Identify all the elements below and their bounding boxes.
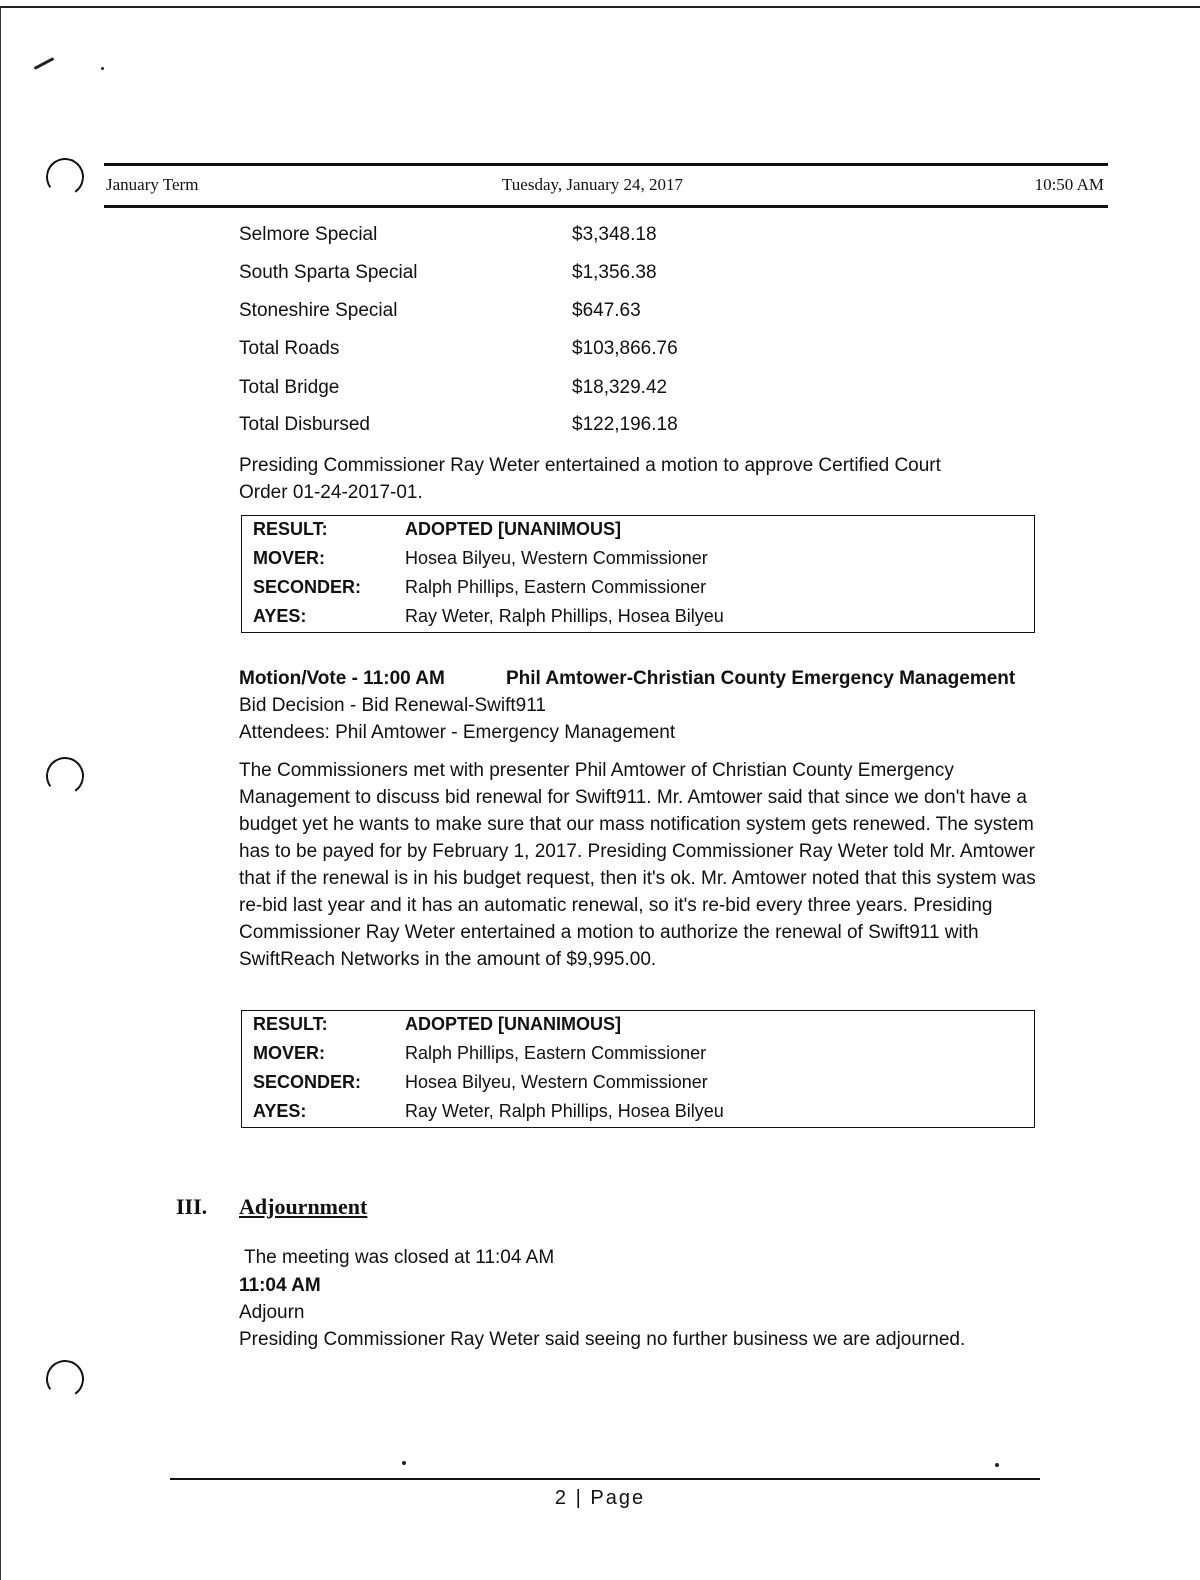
discussion-paragraph: The Commissioners met with presenter Phil Amtower of Christian County Emergency Management to discuss bid renewal for Swift911. Mr. Amtower said that since we don't have a budget yet he wants to make sure that our mass notification system gets renewed. The system has to be payed for by February 1, 2017. Presiding Commissioner Ray Weter told Mr. Amtower that if the renewal is in his budget request, then it's ok. Mr. Amtower noted that this system was re-bid last year and it has an automatic renewal, so it's re-bid every three years. Presiding Commissioner Ray Weter entertained a motion to authorize the renewal of Swift911 with SwiftReach Networks in the amount of $9,995.00. bbox=[239, 760, 1036, 970]
disbursement-value: $647.63 bbox=[572, 300, 641, 321]
disbursement-label: Total Bridge bbox=[239, 377, 340, 398]
vote-key: MOVER: bbox=[253, 1043, 325, 1063]
vote-value: Hosea Bilyeu, Western Commissioner bbox=[405, 1072, 708, 1092]
motion-heading-time: Motion/Vote - 11:00 AM bbox=[239, 668, 445, 689]
adjourn-statement: Presiding Commissioner Ray Weter said seeing no further business we are adjourned. bbox=[239, 1329, 966, 1350]
vote-row bbox=[242, 1069, 1034, 1098]
adjourn-time: 11:04 AM bbox=[239, 1275, 321, 1296]
vote-key: AYES: bbox=[253, 1101, 307, 1121]
section-title: Adjournment bbox=[239, 1194, 368, 1219]
vote-value: Hosea Bilyeu, Western Commissioner bbox=[405, 548, 708, 568]
disbursement-label: South Sparta Special bbox=[239, 262, 418, 283]
disbursement-value: $3,348.18 bbox=[572, 224, 657, 245]
scan-speck bbox=[402, 1461, 406, 1465]
motion-text-line: Order 01-24-2017-01. bbox=[239, 482, 423, 503]
disbursement-value: $103,866.76 bbox=[572, 338, 678, 359]
disbursement-value: $1,356.38 bbox=[572, 262, 657, 283]
disbursement-label: Total Roads bbox=[239, 338, 340, 359]
motion-text-line: Presiding Commissioner Ray Weter entertained a motion to approve Certified Court bbox=[239, 455, 941, 476]
vote-row bbox=[242, 574, 1034, 603]
adjourn-label: Adjourn bbox=[239, 1302, 305, 1323]
vote-result-box bbox=[241, 1010, 1035, 1128]
scan-speck bbox=[101, 67, 104, 70]
header-top-rule bbox=[104, 163, 1108, 166]
vote-value: Ralph Phillips, Eastern Commissioner bbox=[405, 577, 707, 597]
scan-edge-top bbox=[0, 6, 1200, 8]
attendees-line: Attendees: Phil Amtower - Emergency Management bbox=[239, 722, 676, 743]
vote-value: ADOPTED [UNANIMOUS] bbox=[405, 519, 621, 539]
vote-row bbox=[242, 603, 1034, 632]
vote-value: Ray Weter, Ralph Phillips, Hosea Bilyeu bbox=[405, 1101, 724, 1121]
motion-heading-presenter: Phil Amtower-Christian County Emergency Management bbox=[506, 668, 1016, 689]
vote-value: Ralph Phillips, Eastern Commissioner bbox=[405, 1043, 707, 1063]
vote-key: SECONDER: bbox=[253, 577, 362, 597]
vote-key: RESULT: bbox=[253, 519, 328, 539]
hole-punch-mark bbox=[43, 155, 87, 199]
vote-result-box bbox=[241, 515, 1035, 633]
vote-row bbox=[242, 1040, 1034, 1069]
disbursement-label: Total Disbursed bbox=[239, 414, 370, 435]
vote-key: RESULT: bbox=[253, 1014, 328, 1034]
scan-edge-left bbox=[0, 6, 1, 1580]
hole-punch-mark bbox=[43, 1357, 87, 1401]
header-term: January Term bbox=[106, 175, 199, 194]
header-time: 10:50 AM bbox=[1034, 175, 1104, 194]
disbursement-label: Selmore Special bbox=[239, 224, 378, 245]
page-number: 2 | Page bbox=[554, 1487, 646, 1509]
vote-key: AYES: bbox=[253, 606, 307, 626]
header-date: Tuesday, January 24, 2017 bbox=[502, 175, 684, 194]
disbursement-value: $18,329.42 bbox=[572, 377, 668, 398]
bid-decision-line: Bid Decision - Bid Renewal-Swift911 bbox=[239, 695, 546, 716]
header-bottom-rule bbox=[104, 205, 1108, 208]
hole-punch-mark bbox=[43, 754, 87, 798]
vote-value: ADOPTED [UNANIMOUS] bbox=[405, 1014, 621, 1034]
scan-speck bbox=[995, 1463, 999, 1467]
disbursement-label: Stoneshire Special bbox=[239, 300, 398, 321]
vote-row bbox=[242, 516, 1034, 545]
pen-mark bbox=[34, 57, 55, 70]
vote-row bbox=[242, 1098, 1034, 1127]
disbursement-value: $122,196.18 bbox=[572, 414, 678, 435]
vote-value: Ray Weter, Ralph Phillips, Hosea Bilyeu bbox=[405, 606, 724, 626]
section-number: III. bbox=[176, 1194, 208, 1219]
vote-key: MOVER: bbox=[253, 548, 325, 568]
vote-row bbox=[242, 1011, 1034, 1040]
footer-rule bbox=[170, 1478, 1040, 1480]
meeting-closed-line: The meeting was closed at 11:04 AM bbox=[244, 1247, 555, 1268]
vote-row bbox=[242, 545, 1034, 574]
vote-key: SECONDER: bbox=[253, 1072, 362, 1092]
